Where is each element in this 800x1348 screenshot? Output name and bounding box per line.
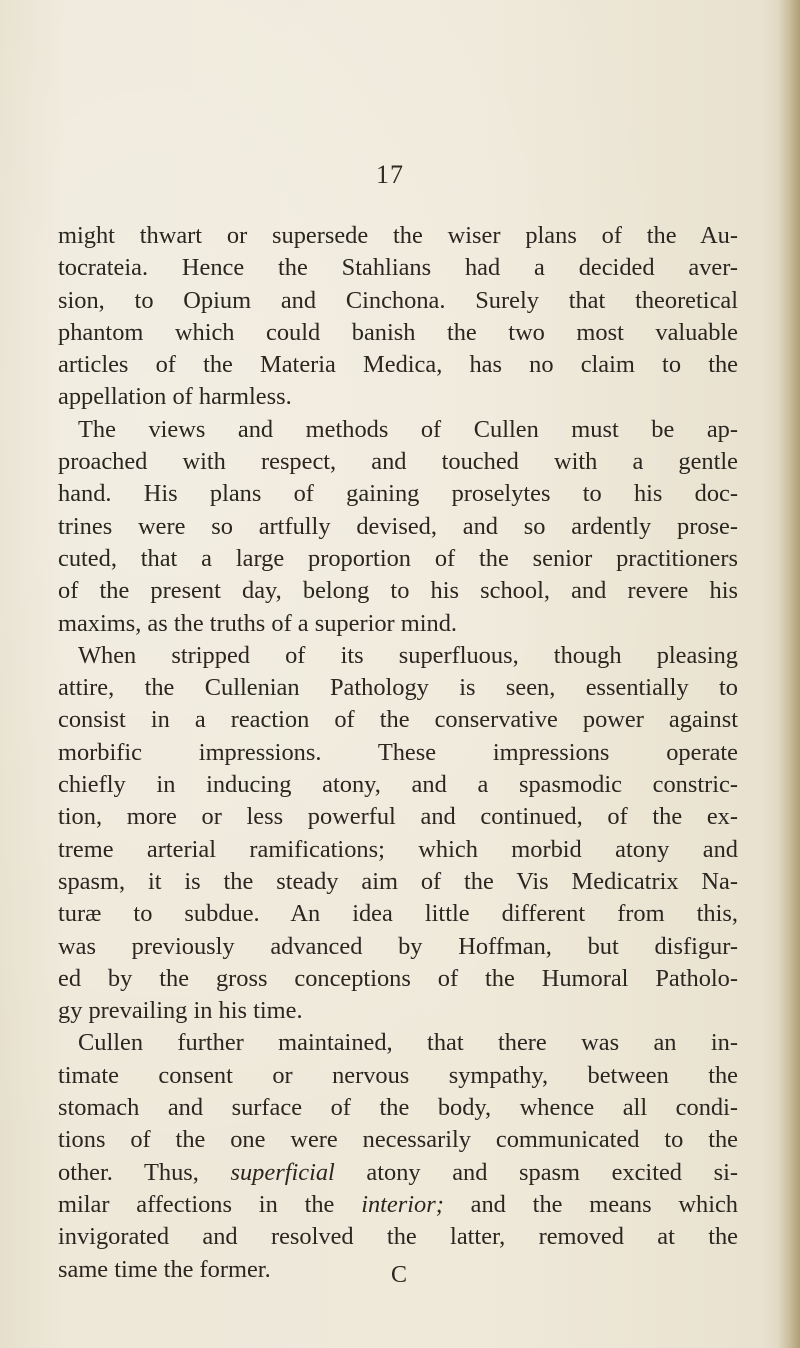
text-line: The views and methods of Cullen must be ap- (78, 415, 738, 443)
text-line: same time the former. (58, 1255, 271, 1283)
text-line: Cullen further maintained, that there was an in- (78, 1029, 738, 1057)
text-line (58, 1189, 738, 1221)
signature-mark: C (390, 1262, 407, 1288)
text-line: was previously advanced by Hoffman, but disfigur- (58, 932, 738, 960)
body-text (58, 220, 738, 1286)
text-segment: atony and spasm excited si- (366, 1158, 738, 1186)
text-line: tion, more or less powerful and continued, of the ex- (58, 803, 738, 831)
text-line: sion, to Opium and Cinchona. Surely that theoretical (58, 286, 738, 314)
italic-term: superficial (230, 1158, 335, 1186)
text-segment: other. Thus, (58, 1158, 199, 1186)
text-line: articles of the Materia Medica, has no claim to the (58, 351, 738, 379)
page-edge-shadow (778, 0, 800, 1348)
text-line: might thwart or supersede the wiser plans of the Au- (58, 222, 738, 249)
page-number: 17 (376, 160, 404, 189)
text-line: gy prevailing in his time. (58, 997, 303, 1025)
text-line: timate consent or nervous sympathy, between the (58, 1061, 738, 1089)
text-line: appellation of harmless. (58, 383, 292, 411)
text-line: ed by the gross conceptions of the Humoral Patholo- (58, 964, 738, 992)
text-line: consist in a reaction of the conservative power against (58, 706, 738, 734)
text-line: turæ to subdue. An idea little different from this, (58, 900, 738, 928)
text-line: When stripped of its superfluous, though pleasing (78, 641, 738, 669)
text-line: hand. His plans of gaining proselytes to his doc- (58, 480, 738, 508)
text-line (58, 1157, 738, 1189)
text-line: tocrateia. Hence the Stahlians had a decided aver- (58, 254, 738, 282)
text-line: invigorated and resolved the latter, removed at the (58, 1223, 738, 1251)
italic-term: interior; (361, 1190, 444, 1218)
text-line: attire, the Cullenian Pathology is seen, essentially to (58, 674, 738, 702)
text-segment: and the means which (470, 1190, 738, 1218)
text-segment: milar affections in the (58, 1190, 335, 1218)
text-line: of the present day, belong to his school, and revere his (58, 577, 738, 605)
text-line: tions of the one were necessarily communicated to the (58, 1126, 738, 1154)
text-line: trines were so artfully devised, and so ardently prose- (58, 512, 738, 540)
text-line: cuted, that a large proportion of the senior practitioners (58, 544, 738, 572)
text-line: stomach and surface of the body, whence all condi- (58, 1094, 738, 1122)
text-line: proached with respect, and touched with a gentle (58, 448, 738, 476)
text-line: chiefly in inducing atony, and a spasmodic constric- (58, 771, 738, 799)
text-line: phantom which could banish the two most valuable (58, 318, 738, 346)
text-line: maxims, as the truths of a superior mind. (58, 609, 457, 637)
text-line: spasm, it is the steady aim of the Vis Medicatrix Na- (58, 867, 738, 895)
text-line: morbific impressions. These impressions operate (58, 738, 738, 766)
text-line: treme arterial ramifications; which morbid atony and (58, 835, 738, 863)
